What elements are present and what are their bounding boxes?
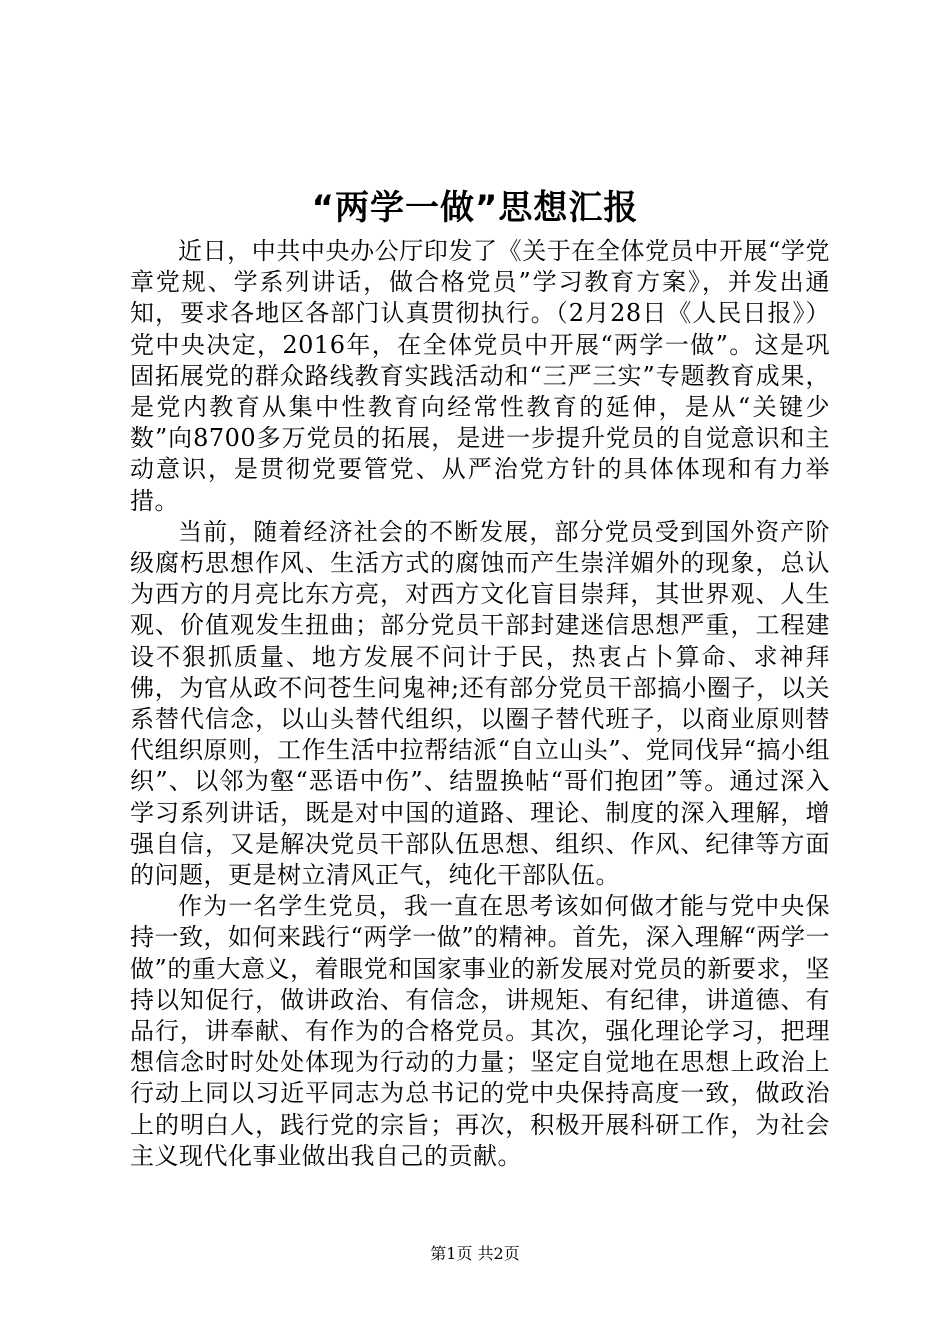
document-body	[130, 236, 830, 1172]
paragraph-1: 近日，中共中央办公厅印发了《关于在全体党员中开展“学党章党规、学系列讲话，做合格党员”学习教育方案》，并发出通知，要求各地区各部门认真贯彻执行。（2月28日《人民日报》）党中央决定，2016年，在全体党员中开展“两学一做”。这是巩固拓展党的群众路线教育实践活动和“三严三实”专题教育成果，是党内教育从集中性教育向经常性教育的延伸，是从“关键少数”向8700多万党员的拓展，是进一步提升党员的自觉意识和主动意识，是贯彻党要管党、从严治党方针的具体体现和有力举措。	[130, 237, 830, 515]
paragraph-3: 作为一名学生党员，我一直在思考该如何做才能与党中央保持一致，如何来践行“两学一做”的精神。首先，深入理解“两学一做”的重大意义，着眼党和国家事业的新发展对党员的新要求，坚持以知促行，做讲政治、有信念，讲规矩、有纪律，讲道德、有品行，讲奉献、有作为的合格党员。其次，强化理论学习，把理想信念时时处处体现为行动的力量；坚定自觉地在思想上政治上行动上同以习近平同志为总书记的党中央保持高度一致，做政治上的明白人，践行党的宗旨；再次，积极开展科研工作，为社会主义现代化事业做出我自己的贡献。	[130, 892, 830, 1170]
paragraph-2: 当前，随着经济社会的不断发展，部分党员受到国外资产阶级腐朽思想作风、生活方式的腐蚀而产生崇洋媚外的现象，总认为西方的月亮比东方亮，对西方文化盲目崇拜，其世界观、人生观、价值观发生扭曲；部分党员干部封建迷信思想严重，工程建设不狠抓质量、地方发展不问计于民，热衷占卜算命、求神拜佛，为官从政不问苍生问鬼神;还有部分党员干部搞小圈子，以关系替代信念，以山头替代组织，以圈子替代班子，以商业原则替代组织原则，工作生活中拉帮结派“自立山头”、党同伐异“搞小组织”、以邻为壑“恶语中伤”、结盟换帖“哥们抱团”等。通过深入学习系列讲话，既是对中国的道路、理论、制度的深入理解，增强自信，又是解决党员干部队伍思想、组织、作风、纪律等方面的问题，更是树立清风正气，纯化干部队伍。	[130, 517, 830, 890]
document-title: “两学一做”思想汇报	[311, 188, 639, 228]
page-footer: 第1页 共2页	[430, 1244, 520, 1263]
